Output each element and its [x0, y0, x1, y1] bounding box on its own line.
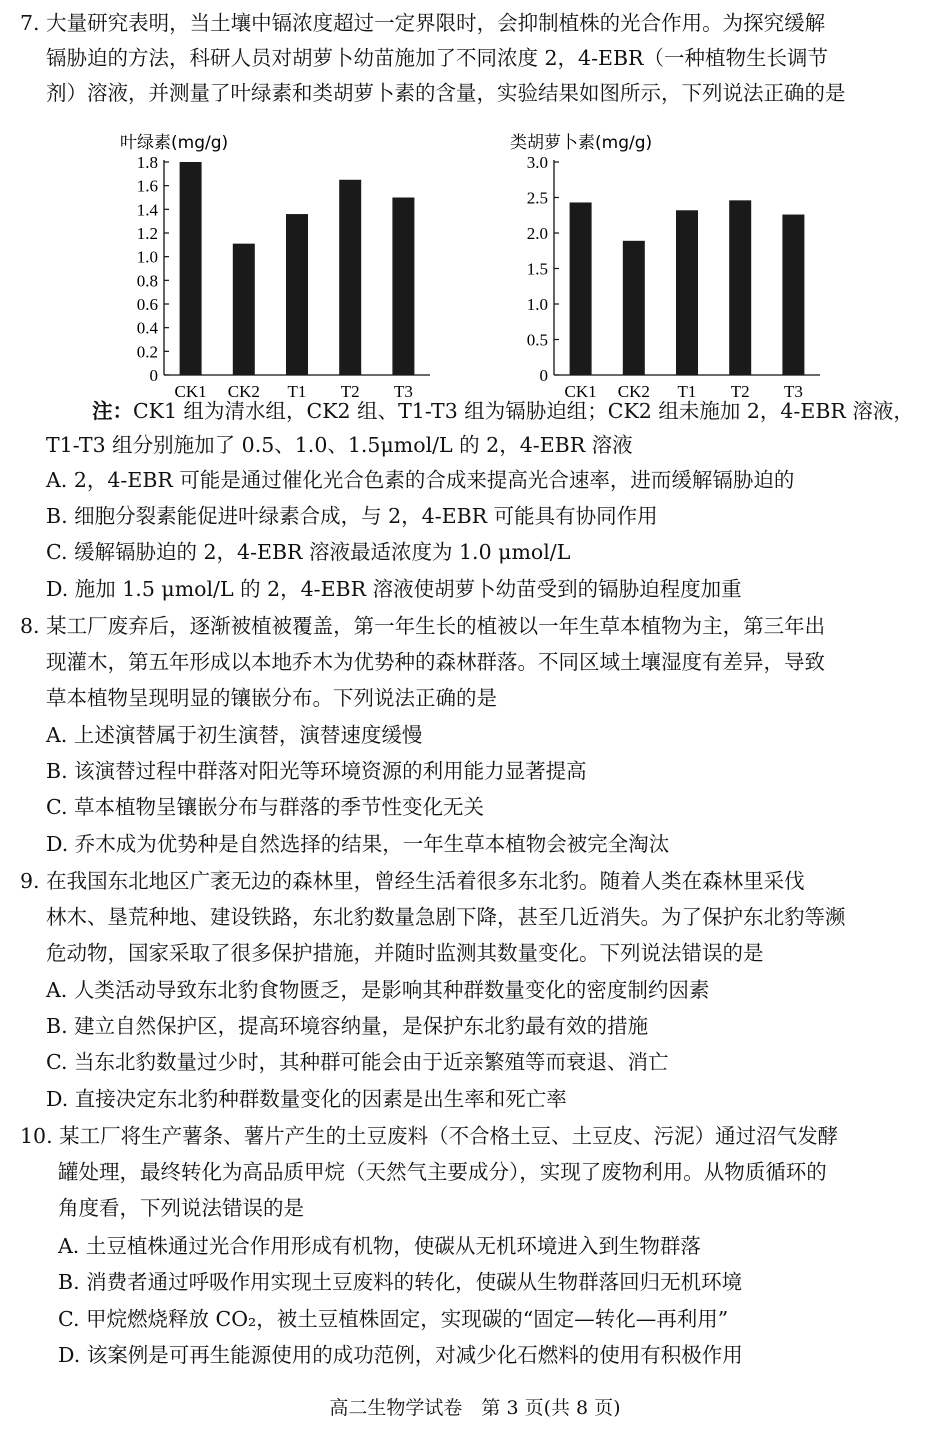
chlorophyll-bar-t3: [392, 198, 414, 376]
q7-option-d: D. 施加 1.5 μmol/L 的 2，4-EBR 溶液使胡萝卜幼苗受到的镉胁迫程度加重: [46, 577, 742, 601]
chlorophyll-y-tick-label: 0.6: [136, 295, 158, 314]
carotenoid-y-tick-label: 2.5: [526, 188, 548, 208]
q10-stem-line-1: 10. 某工厂将生产薯条、薯片产生的土豆废料（不合格土豆、土豆皮、污泥）通过沼气发酵: [20, 1124, 839, 1148]
carotenoid-bar-t1: [676, 210, 698, 375]
chlorophyll-x-tick-label: CK2: [227, 382, 260, 401]
carotenoid-x-tick-label: T1: [677, 382, 697, 401]
q9-option-a: A. 人类活动导致东北豹食物匮乏，是影响其种群数量变化的密度制约因素: [46, 978, 710, 1002]
q8-stem-line-2: 现灌木，第五年形成以本地乔木为优势种的森林群落。不同区域土壤湿度有差异，导致: [46, 650, 825, 674]
carotenoid-y-tick-label: 0.5: [526, 330, 548, 350]
carotenoid-bar-t2: [729, 200, 751, 375]
q7-option-c: C. 缓解镉胁迫的 2，4-EBR 溶液最适浓度为 1.0 μmol/L: [46, 540, 571, 564]
carotenoid-x-tick-label: T3: [783, 382, 803, 401]
chlorophyll-y-tick-label: 0.4: [136, 318, 158, 338]
chlorophyll-bar-t1: [286, 214, 308, 375]
carotenoid-bar-ck1: [570, 202, 592, 375]
chlorophyll-y-tick-label: 1.0: [136, 247, 158, 267]
q10-option-a: A. 土豆植株通过光合作用形成有机物，使碳从无机环境进入到生物群落: [58, 1234, 701, 1258]
carotenoid-x-tick-label: CK2: [617, 382, 650, 401]
q10-stem-line-3: 角度看，下列说法错误的是: [58, 1196, 304, 1220]
chlorophyll-x-tick-label: CK1: [174, 382, 207, 401]
chlorophyll-chart-svg: [120, 126, 450, 401]
q7-note-line-1: [92, 394, 914, 428]
q8-option-d: D. 乔木成为优势种是自然选择的结果，一年生草本植物会被完全淘汰: [46, 832, 670, 856]
carotenoid-chart: [510, 126, 840, 401]
carotenoid-y-tick-label: 3.0: [526, 153, 548, 172]
carotenoid-bar-ck2: [623, 241, 645, 375]
chlorophyll-y-tick-label: 1.4: [136, 200, 158, 220]
chlorophyll-y-tick-label: 0.8: [136, 271, 158, 291]
chlorophyll-x-tick-label: T3: [393, 382, 413, 401]
q10-option-d: D. 该案例是可再生能源使用的成功范例，对减少化石燃料的使用有积极作用: [58, 1343, 743, 1367]
chlorophyll-bar-ck2: [233, 244, 255, 375]
q10-stem-line-2: 罐处理，最终转化为高品质甲烷（天然气主要成分），实现了废物利用。从物质循环的: [58, 1160, 827, 1184]
chlorophyll-x-tick-label: T2: [340, 382, 360, 401]
q7-note-line-2: T1-T3 组分别施加了 0.5、1.0、1.5μmol/L 的 2，4-EBR 溶液: [46, 433, 633, 457]
q8-stem-line-3: 草本植物呈现明显的镶嵌分布。下列说法正确的是: [46, 686, 497, 710]
carotenoid-y-tick-label: 2.0: [526, 224, 548, 243]
q8-option-c: C. 草本植物呈镶嵌分布与群落的季节性变化无关: [46, 795, 484, 819]
chlorophyll-y-tick-label: 1.6: [136, 176, 158, 196]
q10-option-c: C. 甲烷燃烧释放 CO₂，被土豆植株固定，实现碳的“固定—转化—再利用”: [58, 1307, 729, 1331]
q9-option-d: D. 直接决定东北豹种群数量变化的因素是出生率和死亡率: [46, 1087, 567, 1111]
q10-option-b: B. 消费者通过呼吸作用实现土豆废料的转化，使碳从生物群落回归无机环境: [58, 1270, 743, 1294]
q7-note-text-1: CK1 组为清水组，CK2 组、T1-T3 组为镉胁迫组；CK2 组未施加 2，4-EBR 溶液，: [133, 399, 914, 423]
carotenoid-bar-t3: [782, 215, 804, 375]
chlorophyll-bar-t2: [339, 180, 361, 375]
chlorophyll-x-tick-label: T1: [287, 382, 307, 401]
q7-stem-line-1: 7. 大量研究表明，当土壤中镉浓度超过一定界限时，会抑制植株的光合作用。为探究缓解: [20, 11, 826, 35]
q7-note-label: 注：: [92, 399, 133, 423]
carotenoid-y-tick-label: 1.0: [526, 295, 548, 314]
q7-stem-line-3: 剂）溶液，并测量了叶绿素和类胡萝卜素的含量，实验结果如图所示，下列说法正确的是: [46, 81, 846, 105]
carotenoid-x-tick-label: CK1: [564, 382, 597, 401]
chlorophyll-chart: [120, 126, 450, 401]
q7-stem-line-2: 镉胁迫的方法，科研人员对胡萝卜幼苗施加了不同浓度 2，4-EBR（一种植物生长调节: [46, 46, 828, 70]
q9-stem-line-2: 林木、垦荒种地、建设铁路，东北豹数量急剧下降，甚至几近消失。为了保护东北豹等濒: [46, 905, 846, 929]
q8-option-a: A. 上述演替属于初生演替，演替速度缓慢: [46, 723, 423, 747]
q9-option-c: C. 当东北豹数量过少时，其种群可能会由于近亲繁殖等而衰退、消亡: [46, 1050, 669, 1074]
q9-option-b: B. 建立自然保护区，提高环境容纳量，是保护东北豹最有效的措施: [46, 1014, 649, 1038]
q7-option-a: A. 2，4-EBR 可能是通过催化光合色素的合成来提高光合速率，进而缓解镉胁迫的: [46, 468, 795, 492]
chlorophyll-y-tick-label: 0.2: [136, 342, 158, 362]
carotenoid-y-tick-label: 0: [539, 366, 548, 385]
chlorophyll-y-tick-label: 1.2: [136, 224, 158, 243]
q8-stem-line-1: 8. 某工厂废弃后，逐渐被植被覆盖，第一年生长的植被以一年生草本植物为主，第三年出: [20, 614, 826, 638]
chlorophyll-y-tick-label: 0: [149, 366, 158, 385]
q9-stem-line-1: 9. 在我国东北地区广袤无边的森林里，曾经生活着很多东北豹。随着人类在森林里采伐: [20, 869, 805, 893]
carotenoid-chart-svg: [510, 126, 840, 401]
chlorophyll-bar-ck1: [180, 162, 202, 375]
page-footer: 高二生物学试卷 第 3 页(共 8 页): [329, 1397, 621, 1419]
carotenoid-y-tick-label: 1.5: [526, 259, 548, 279]
chlorophyll-y-axis-title: 叶绿素(mg/g): [120, 133, 229, 153]
q9-stem-line-3: 危动物，国家采取了很多保护措施，并随时监测其数量变化。下列说法错误的是: [46, 941, 764, 965]
carotenoid-x-tick-label: T2: [730, 382, 750, 401]
carotenoid-y-axis-title: 类胡萝卜素(mg/g): [510, 133, 653, 153]
q7-option-b: B. 细胞分裂素能促进叶绿素合成，与 2，4-EBR 可能具有协同作用: [46, 504, 658, 528]
q8-option-b: B. 该演替过程中群落对阳光等环境资源的利用能力显著提高: [46, 759, 587, 783]
chlorophyll-y-tick-label: 1.8: [136, 153, 158, 172]
